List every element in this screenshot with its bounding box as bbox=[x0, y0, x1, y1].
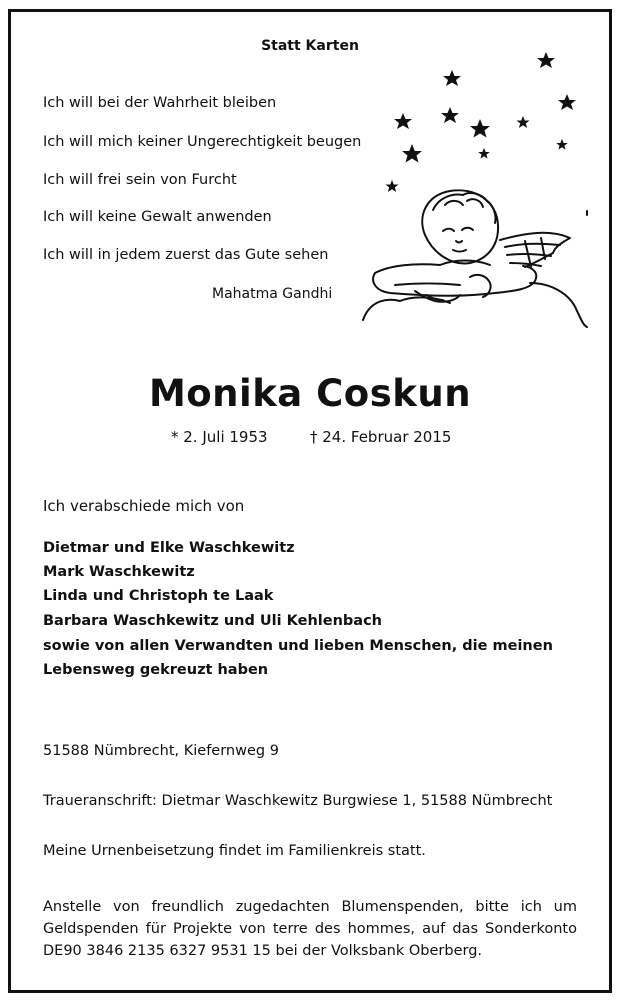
mourner-line: Linda und Christoph te Laak bbox=[43, 588, 274, 604]
deceased-name: Monika Coskun bbox=[148, 372, 472, 415]
urn-burial-note: Meine Urnenbeisetzung findet im Familienkreis statt. bbox=[43, 843, 426, 859]
star-icon bbox=[478, 148, 490, 159]
death-date: † 24. Februar 2015 bbox=[310, 428, 452, 446]
quote-author: Mahatma Gandhi bbox=[212, 286, 333, 302]
star-icon bbox=[537, 52, 555, 68]
header-statt-karten: Statt Karten bbox=[261, 38, 359, 54]
farewell-intro: Ich verabschiede mich von bbox=[43, 497, 245, 515]
mourner-line: Lebensweg gekreuzt haben bbox=[43, 662, 269, 678]
mourner-line: sowie von allen Verwandten und lieben Menschen, die meinen bbox=[43, 638, 553, 654]
star-icon bbox=[558, 94, 576, 110]
quote-line: Ich will frei sein von Furcht bbox=[43, 172, 237, 188]
star-icon bbox=[441, 107, 459, 123]
star-icon bbox=[394, 113, 412, 129]
quote-line: Ich will mich keiner Ungerechtigkeit beugen bbox=[43, 134, 362, 150]
star-icon bbox=[556, 139, 568, 150]
star-icon bbox=[443, 70, 461, 86]
star-icon bbox=[470, 119, 490, 138]
star-icon bbox=[517, 116, 530, 128]
quote-line: Ich will keine Gewalt anwenden bbox=[43, 209, 272, 225]
mourner-line: Dietmar und Elke Waschkewitz bbox=[43, 540, 295, 556]
mourner-line: Barbara Waschkewitz und Uli Kehlenbach bbox=[43, 613, 383, 629]
quote-line: Ich will bei der Wahrheit bleiben bbox=[43, 95, 277, 111]
star-icon bbox=[402, 144, 422, 163]
donation-note: Anstelle von freundlich zugedachten Blumenspenden, bitte ich um Geldspenden für Projekte von terre des hommes, auf das Sonderkonto DE90 3846 2135 6327 9531 15 bei der Volksbank Oberberg. bbox=[43, 899, 577, 959]
birth-date: * 2. Juli 1953 bbox=[171, 428, 268, 446]
home-address: 51588 Nümbrecht, Kiefernweg 9 bbox=[43, 743, 279, 759]
mourner-line: Mark Waschkewitz bbox=[43, 564, 195, 580]
star-icon bbox=[386, 180, 399, 192]
angel-with-stars-icon bbox=[355, 45, 600, 335]
mourning-address: Traueranschrift: Dietmar Waschkewitz Burgwiese 1, 51588 Nümbrecht bbox=[43, 793, 553, 809]
quote-line: Ich will in jedem zuerst das Gute sehen bbox=[43, 247, 329, 263]
